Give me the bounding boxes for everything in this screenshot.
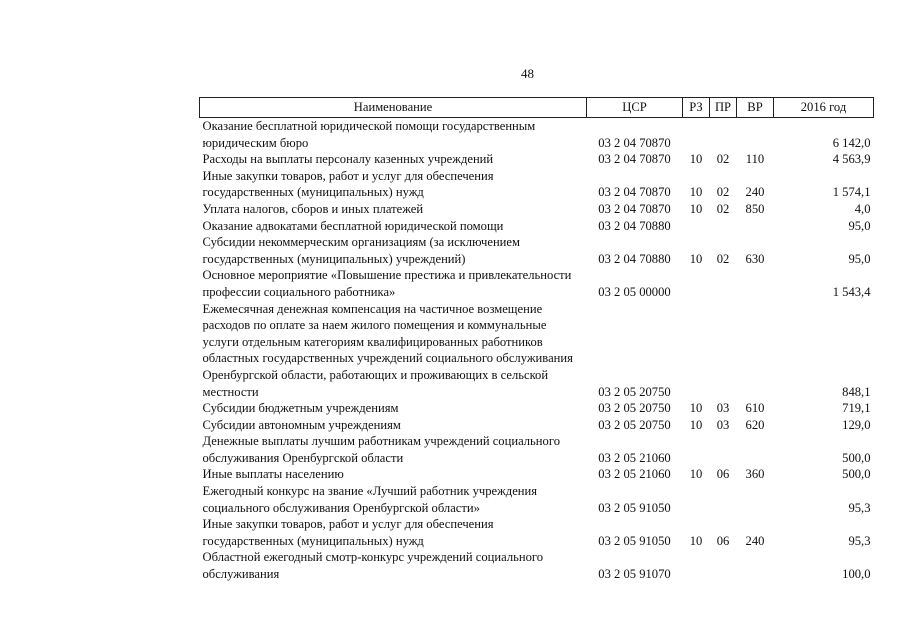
row-csr: 03 2 05 91070 (598, 567, 671, 582)
row-csr: 03 2 04 70870 (598, 201, 671, 216)
table-row (200, 201, 874, 218)
row-amount: 1 543,4 (832, 284, 871, 299)
row-name: Субсидии некоммерческим организациям (за исключением государственных (муниципальных) учреждений) (202, 235, 520, 266)
row-name: Областной ежегодный смотр-конкурс учреждений социального обслуживания (202, 550, 544, 582)
row-amount: 848,1 (842, 384, 871, 399)
row-amount: 95,3 (848, 500, 871, 515)
row-rz: 10 (689, 185, 703, 200)
row-name: Иные закупки товаров, работ и услуг для обеспечения государственных (муниципальных) нужд (202, 168, 494, 200)
row-rz (683, 549, 710, 582)
row-csr: 03 2 05 91050 (598, 500, 671, 515)
row-pr (710, 301, 737, 401)
row-amount: 6 142,0 (832, 135, 871, 150)
row-pr: 06 (716, 467, 730, 482)
row-vr: 620 (745, 417, 765, 432)
table-row (200, 168, 874, 201)
row-pr (710, 218, 737, 235)
row-csr: 03 2 05 91050 (598, 533, 671, 548)
row-csr: 03 2 05 00000 (598, 284, 671, 299)
table-row (200, 218, 874, 235)
row-name: Ежемесячная денежная компенсация на частичное возмещение расходов по оплате за наем жилого помещения и коммунальные услуги отдельным категориям квалифицированных работников областных государственных учреждений социального обслуживания Оренбургской области, работающих и проживающих в сельской местности (202, 301, 573, 399)
row-name: Иные закупки товаров, работ и услуг для обеспечения государственных (муниципальных) нужд (202, 517, 494, 548)
row-csr: 03 2 04 70880 (598, 218, 671, 233)
table-row (200, 301, 874, 401)
page-number: 48 (521, 66, 534, 81)
row-name: Расходы на выплаты персоналу казенных учреждений (202, 152, 494, 167)
table-row (200, 234, 874, 267)
table-row (200, 516, 874, 549)
row-name: Иные выплаты населению (202, 467, 344, 482)
row-pr: 06 (716, 533, 730, 548)
row-vr: 240 (745, 185, 765, 200)
row-rz: 10 (689, 401, 703, 416)
row-name: Оказание бесплатной юридической помощи государственным юридическим бюро (202, 119, 536, 150)
row-rz (683, 301, 710, 401)
row-amount: 95,3 (848, 533, 871, 548)
row-csr: 03 2 04 70870 (598, 152, 671, 167)
row-csr: 03 2 05 20750 (598, 384, 671, 399)
row-rz (683, 433, 710, 466)
row-pr (710, 549, 737, 582)
row-amount: 500,0 (842, 467, 871, 482)
row-rz: 10 (689, 152, 703, 167)
header-csr: ЦСР (587, 98, 683, 118)
row-pr: 02 (716, 251, 730, 266)
row-pr: 02 (716, 152, 730, 167)
header-year: 2016 год (774, 98, 874, 118)
row-amount: 4,0 (854, 201, 871, 216)
row-rz (683, 218, 710, 235)
row-rz: 10 (689, 251, 703, 266)
header-rz: РЗ (683, 98, 710, 118)
table-row (200, 417, 874, 434)
row-pr (710, 118, 737, 152)
table-row (200, 549, 874, 582)
table-row (200, 483, 874, 516)
row-rz (683, 118, 710, 152)
row-rz: 10 (689, 533, 703, 548)
row-rz: 10 (689, 467, 703, 482)
row-vr: 610 (745, 401, 765, 416)
row-name: Денежные выплаты лучшим работникам учреждений социального обслуживания Оренбургской области (202, 434, 560, 465)
header-pr: ПР (710, 98, 737, 118)
table-row (200, 151, 874, 168)
row-vr (737, 267, 774, 300)
row-amount: 719,1 (842, 401, 871, 416)
row-vr (737, 483, 774, 516)
row-rz: 10 (689, 417, 703, 432)
header-name: Наименование (200, 98, 587, 118)
row-amount: 500,0 (842, 450, 871, 465)
row-vr (737, 218, 774, 235)
table-header-row (200, 98, 874, 118)
row-name: Оказание адвокатами бесплатной юридической помощи (202, 218, 504, 233)
table-row (200, 466, 874, 483)
row-amount: 95,0 (848, 218, 871, 233)
row-pr (710, 483, 737, 516)
row-csr: 03 2 04 70870 (598, 135, 671, 150)
row-name: Основное мероприятие «Повышение престижа и привлекательности профессии социального работника» (202, 268, 572, 299)
row-vr: 850 (745, 201, 765, 216)
row-pr (710, 267, 737, 300)
row-csr: 03 2 04 70880 (598, 251, 671, 266)
row-vr: 360 (745, 467, 765, 482)
table-row (200, 267, 874, 300)
row-amount: 1 574,1 (832, 185, 871, 200)
row-csr: 03 2 05 21060 (598, 467, 671, 482)
row-pr: 03 (716, 417, 730, 432)
row-rz (683, 267, 710, 300)
row-vr: 240 (745, 533, 765, 548)
table-row (200, 118, 874, 152)
row-name: Субсидии бюджетным учреждениям (202, 401, 399, 416)
row-amount: 129,0 (842, 417, 871, 432)
row-csr: 03 2 05 21060 (598, 450, 671, 465)
header-vr: ВР (737, 98, 774, 118)
row-csr: 03 2 05 20750 (598, 417, 671, 432)
row-vr: 630 (745, 251, 765, 266)
row-pr: 02 (716, 201, 730, 216)
row-name: Ежегодный конкурс на звание «Лучший работник учреждения социального обслуживания Оренбургской области» (202, 484, 538, 515)
row-pr (710, 433, 737, 466)
row-csr: 03 2 04 70870 (598, 185, 671, 200)
row-pr: 03 (716, 401, 730, 416)
row-amount: 4 563,9 (832, 152, 871, 167)
row-vr: 110 (745, 152, 765, 167)
row-rz: 10 (689, 201, 703, 216)
budget-table (199, 97, 874, 583)
row-vr (737, 301, 774, 401)
row-vr (737, 118, 774, 152)
row-rz (683, 483, 710, 516)
row-pr: 02 (716, 185, 730, 200)
row-csr: 03 2 05 20750 (598, 401, 671, 416)
row-vr (737, 433, 774, 466)
row-vr (737, 549, 774, 582)
row-name: Субсидии автономным учреждениям (202, 417, 401, 432)
row-name: Уплата налогов, сборов и иных платежей (202, 201, 424, 216)
row-amount: 95,0 (848, 251, 871, 266)
row-amount: 100,0 (842, 567, 871, 582)
table-row (200, 400, 874, 417)
table-row (200, 433, 874, 466)
